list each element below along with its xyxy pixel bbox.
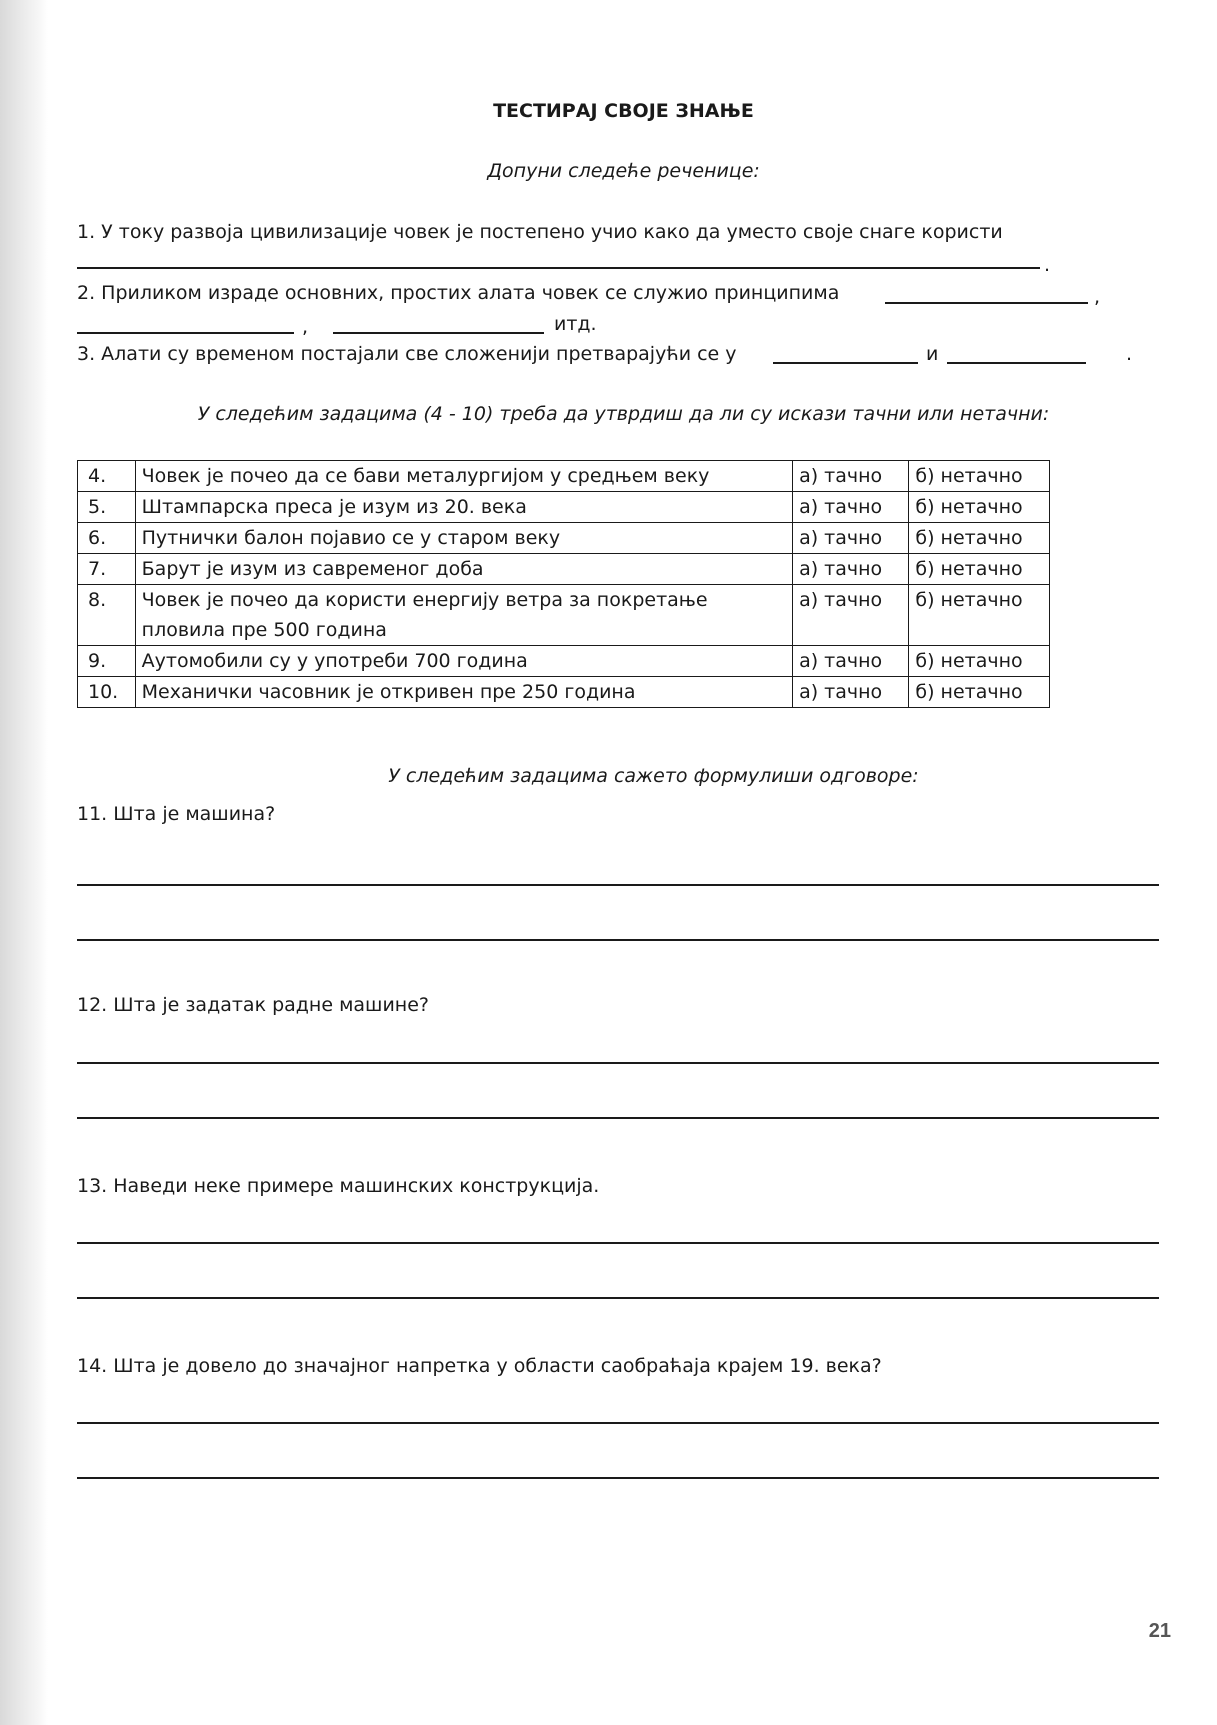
table-row xyxy=(78,461,1050,492)
row-number: 6. xyxy=(78,523,136,554)
row-statement: Путнички балон појавио се у старом веку xyxy=(135,523,792,554)
question-13-answer-line-1[interactable] xyxy=(77,1242,1159,1244)
question-14-answer-line-2[interactable] xyxy=(77,1477,1159,1479)
row-statement-line-1: Човек је почео да користи енергију ветра за покретање xyxy=(141,589,708,611)
question-12-text: 12. Шта је задатак радне машине? xyxy=(77,994,429,1016)
question-12-answer-line-1[interactable] xyxy=(77,1062,1159,1064)
question-11-text: 11. Шта је машина? xyxy=(77,803,276,825)
question-3-and: и xyxy=(926,343,939,365)
row-statement: Човек је почео да се бави металургијом у средњем веку xyxy=(135,461,792,492)
row-statement xyxy=(135,585,792,646)
question-11-answer-line-1[interactable] xyxy=(77,884,1159,886)
option-true[interactable]: а) тачно xyxy=(793,554,909,585)
question-1-end: . xyxy=(1044,254,1051,276)
section1-instruction: Допуни следеће реченице: xyxy=(487,160,760,182)
section3-instruction: У следећим задацима сажето формулиши одговоре: xyxy=(388,765,919,787)
question-1-text: 1. У току развоја цивилизације човек је постепено учио како да уместо своје снаге користи xyxy=(77,221,1003,243)
option-true[interactable]: а) тачно xyxy=(793,677,909,708)
question-2-blank-1[interactable] xyxy=(885,302,1088,304)
row-number: 7. xyxy=(78,554,136,585)
question-12-answer-line-2[interactable] xyxy=(77,1117,1159,1119)
row-statement: Барут је изум из савременог доба xyxy=(135,554,792,585)
question-3-text: 3. Алати су временом постајали све сложенији претварајући се у xyxy=(77,343,737,365)
option-true[interactable]: а) тачно xyxy=(793,523,909,554)
question-2-text: 2. Приликом израде основних, простих алата човек се служио принципима xyxy=(77,282,840,304)
option-false[interactable]: б) нетачно xyxy=(909,554,1050,585)
question-13-text: 13. Наведи неке примере машинских конструкција. xyxy=(77,1175,600,1197)
table-row xyxy=(78,585,1050,646)
option-false[interactable]: б) нетачно xyxy=(909,677,1050,708)
question-1-blank[interactable] xyxy=(77,267,1040,269)
question-2-end: итд. xyxy=(554,313,597,335)
row-number: 10. xyxy=(78,677,136,708)
table-row xyxy=(78,523,1050,554)
option-false[interactable]: б) нетачно xyxy=(909,492,1050,523)
question-2-blank-3[interactable] xyxy=(333,332,544,334)
table-row xyxy=(78,646,1050,677)
table-row xyxy=(78,554,1050,585)
question-2-blank-2[interactable] xyxy=(77,332,294,334)
option-false[interactable]: б) нетачно xyxy=(909,646,1050,677)
question-2-comma-2: , xyxy=(302,316,309,338)
page-title: ТЕСТИРАЈ СВОЈЕ ЗНАЊЕ xyxy=(493,100,754,122)
question-3-blank-1[interactable] xyxy=(773,362,918,364)
option-true[interactable]: а) тачно xyxy=(793,585,909,646)
row-statement: Штампарска преса је изум из 20. века xyxy=(135,492,792,523)
option-true[interactable]: а) тачно xyxy=(793,492,909,523)
page-number: 21 xyxy=(1148,1620,1171,1642)
row-statement: Механички часовник је откривен пре 250 година xyxy=(135,677,792,708)
option-false[interactable]: б) нетачно xyxy=(909,585,1050,646)
row-number: 9. xyxy=(78,646,136,677)
true-false-table xyxy=(77,460,1050,708)
row-number: 8. xyxy=(78,585,136,646)
option-true[interactable]: а) тачно xyxy=(793,461,909,492)
section2-instruction: У следећим задацима (4 - 10) треба да утврдиш да ли су искази тачни или нетачни: xyxy=(197,403,1050,425)
question-3-blank-2[interactable] xyxy=(947,362,1086,364)
question-13-answer-line-2[interactable] xyxy=(77,1297,1159,1299)
question-11-answer-line-2[interactable] xyxy=(77,939,1159,941)
page-spine-shadow xyxy=(0,0,48,1725)
table-row xyxy=(78,492,1050,523)
row-statement: Аутомобили су у употреби 700 година xyxy=(135,646,792,677)
option-false[interactable]: б) нетачно xyxy=(909,461,1050,492)
row-statement-line-2: пловила пре 500 година xyxy=(141,619,387,641)
question-14-text: 14. Шта је довело до значајног напретка у области саобраћаја крајем 19. века? xyxy=(77,1355,882,1377)
question-14-answer-line-1[interactable] xyxy=(77,1422,1159,1424)
row-number: 5. xyxy=(78,492,136,523)
question-3-end: . xyxy=(1126,343,1133,365)
row-number: 4. xyxy=(78,461,136,492)
table-row xyxy=(78,677,1050,708)
option-true[interactable]: а) тачно xyxy=(793,646,909,677)
option-false[interactable]: б) нетачно xyxy=(909,523,1050,554)
question-2-comma-1: , xyxy=(1094,286,1101,308)
